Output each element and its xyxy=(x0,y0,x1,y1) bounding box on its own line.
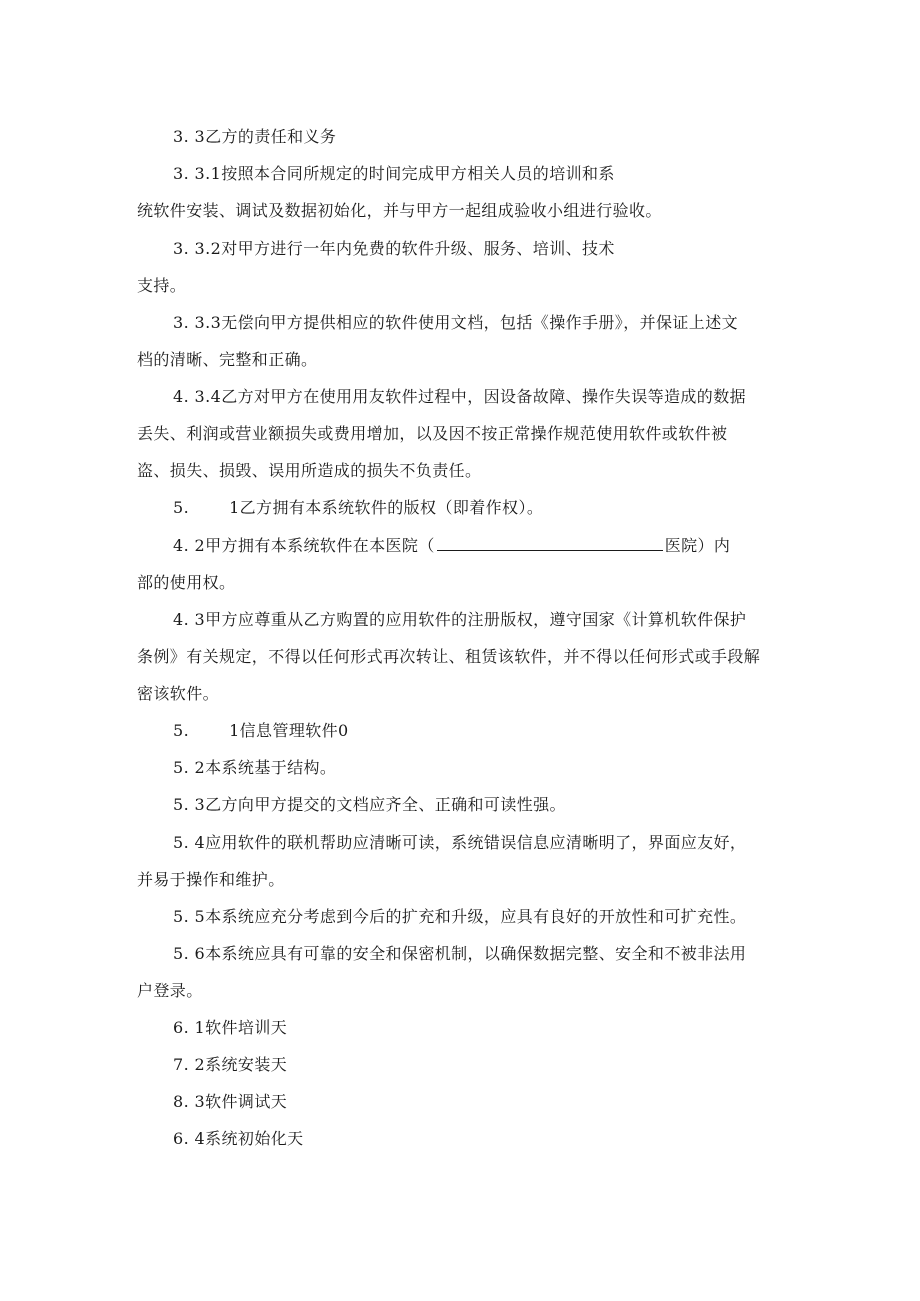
clause-text-post: 医院）内 xyxy=(664,536,731,555)
item-6-1: 6. 1软件培训天 xyxy=(173,1018,288,1037)
clause-4-3-4-cont-2: 盗、损失、损毁、误用所造成的损失不负责任。 xyxy=(137,461,482,480)
clause-4-3-4-cont-1: 丢失、利润或营业额损失或费用增加，以及因不按正常操作规范使用软件或软件被 xyxy=(137,424,728,443)
clause-3-3-2-cont: 支持。 xyxy=(137,276,187,295)
clause-4-3-cont-1: 条例》有关规定，不得以任何形式再次转让、租赁该软件，并不得以任何形式或手段解 xyxy=(137,647,761,666)
clause-text: 1乙方拥有本系统软件的版权（即着作权）。 xyxy=(229,498,544,517)
clause-3-3-3-cont: 档的清晰、完整和正确。 xyxy=(137,350,318,369)
clause-5-4: 5. 4应用软件的联机帮助应清晰可读，系统错误信息应清晰明了，界面应友好， xyxy=(173,833,747,852)
clause-5-3: 5. 3乙方向甲方提交的文档应齐全、正确和可读性强。 xyxy=(173,795,566,814)
clause-3-3-3: 3. 3.3无偿向甲方提供相应的软件使用文档，包括《操作手册》，并保证上述文 xyxy=(173,313,738,332)
clause-5-1b xyxy=(173,721,349,741)
section-heading: 3. 3乙方的责任和义务 xyxy=(173,127,337,146)
clause-4-2-cont: 部的使用权。 xyxy=(137,573,236,592)
clause-5-6-cont: 户登录。 xyxy=(137,981,203,1000)
item-7-2: 7. 2系统安装天 xyxy=(173,1055,288,1074)
clause-4-3-4: 4. 3.4乙方对甲方在使用用友软件过程中，因设备故障、操作失误等造成的数据 xyxy=(173,387,746,406)
item-6-4: 6. 4系统初始化天 xyxy=(173,1129,304,1148)
item-8-3: 8. 3软件调试天 xyxy=(173,1092,288,1111)
clause-5-1 xyxy=(173,498,543,518)
clause-3-3-2: 3. 3.2对甲方进行一年内免费的软件升级、服务、培训、技术 xyxy=(173,239,615,258)
clause-number: 5. xyxy=(173,721,190,740)
clause-3-3-1-cont: 统软件安装、调试及数据初始化，并与甲方一起组成验收小组进行验收。 xyxy=(137,201,662,220)
clause-5-4-cont: 并易于操作和维护。 xyxy=(137,870,285,889)
clause-4-3-cont-2: 密该软件。 xyxy=(137,684,220,703)
clause-text-pre: 4. 2甲方拥有本系统软件在本医院（ xyxy=(173,536,435,555)
clause-number: 5. xyxy=(173,498,190,517)
clause-5-6: 5. 6本系统应具有可靠的安全和保密机制，以确保数据完整、安全和不被非法用 xyxy=(173,944,747,963)
clause-5-2: 5. 2本系统基于结构。 xyxy=(173,758,337,777)
clause-text: 1信息管理软件0 xyxy=(229,721,349,740)
clause-3-3-1: 3. 3.1按照本合同所规定的时间完成甲方相关人员的培训和系 xyxy=(173,164,615,183)
hospital-name-blank xyxy=(437,536,663,551)
clause-4-2 xyxy=(173,536,730,556)
clause-4-3: 4. 3甲方应尊重从乙方购置的应用软件的注册版权，遵守国家《计算机软件保护 xyxy=(173,610,747,629)
clause-5-5: 5. 5本系统应充分考虑到今后的扩充和升级，应具有良好的开放性和可扩充性。 xyxy=(173,907,747,926)
